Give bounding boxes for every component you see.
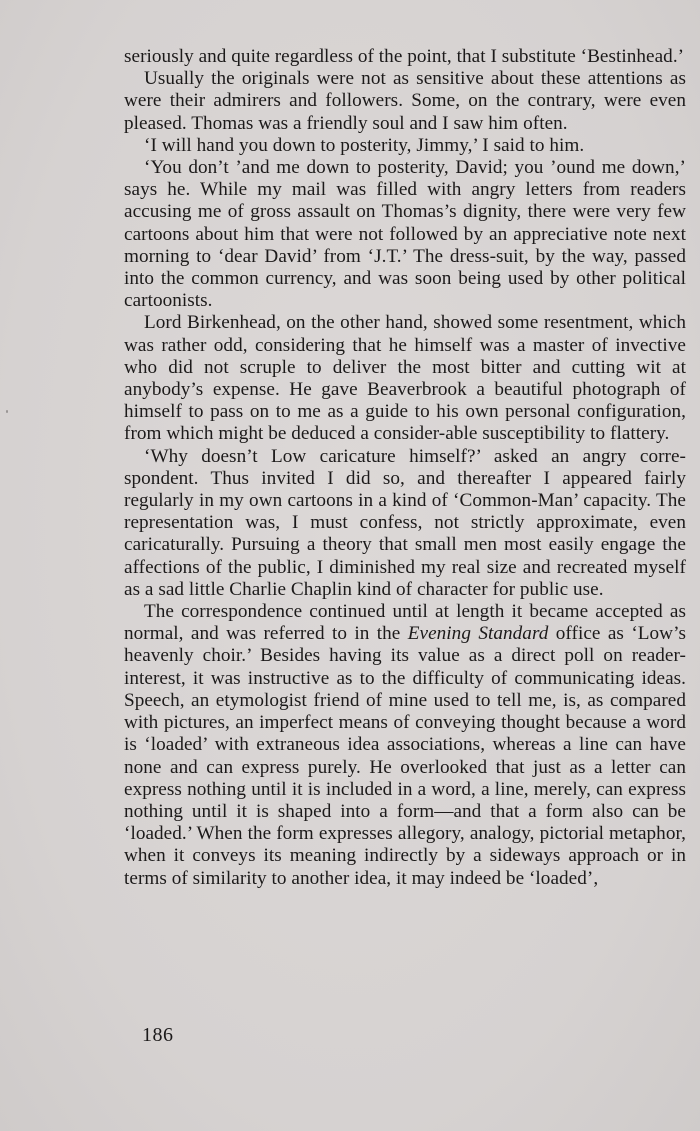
newspaper-title: Evening Standard	[407, 623, 549, 645]
body-text	[124, 46, 686, 890]
paragraph: Lord Birkenhead, on the other hand, showed some resentment, which was rather odd, considering that he himself was a master of invective who did not scruple to deliver the most bitter and cutting wit at anybody’s expense. He gave Beaverbrook a beautiful photograph of himself to pass on to me as a guide to his own personal configuration, from which might be deduced a consider-able susceptibility to flattery.	[124, 312, 686, 445]
paragraph: ‘You don’t ’and me down to posterity, David; you ’ound me down,’ says he. While my mail was filled with angry letters from readers accusing me of gross assault on Thomas’s dignity, there were very few cartoons about him that were not followed by an appreciative note next morning to ‘dear David’ from ‘J.T.’ The dress-suit, by the way, passed into the common currency, and was soon being used by other political cartoonists.	[124, 157, 686, 312]
page-number: 186	[142, 1024, 174, 1046]
paragraph-text: The correspondence continued until at length it became accepted as normal, and was referred to in the	[124, 601, 686, 645]
paper-speck	[6, 410, 8, 413]
paragraph	[124, 601, 686, 890]
paragraph: seriously and quite regardless of the point, that I substitute ‘Bestinhead.’	[124, 46, 685, 67]
paragraph: ‘I will hand you down to posterity, Jimmy,’ I said to him.	[144, 134, 585, 156]
paragraph-text: office as ‘Low’s heavenly choir.’ Besides having its value as a direct poll on reader-interest, it was instructive as to the difficulty of communicating ideas. Speech, an etymologist friend of mine used to tell me, is, as compared with pictures, an imperfect means of conveying thought because a word is ‘loaded’ with extraneous idea associations, whereas a line can have none and can express purely. He overlooked that just as a letter can express nothing until it is included in a word, a line, merely, can express nothing until it is shaped into a form—and that a form also can be ‘loaded.’ When the form expresses allegory, analogy, pictorial metaphor, when it conveys its meaning indirectly by a sideways approach or in terms of similarity to another idea, it may indeed be ‘loaded’,	[124, 623, 686, 889]
paragraph: Usually the originals were not as sensitive about these attentions as were their admirers and followers. Some, on the contrary, were even pleased. Thomas was a friendly soul and I saw him often.	[124, 68, 686, 134]
paragraph: ‘Why doesn’t Low caricature himself?’ asked an angry corre-spondent. Thus invited I did so, and thereafter I appeared fairly regularly in my own cartoons in a kind of ‘Common-Man’ capacity. The representation was, I must confess, not strictly approximate, even caricaturally. Pursuing a theory that small men most easily engage the affections of the public, I diminished my real size and recreated myself as a sad little Charlie Chaplin kind of character for public use.	[124, 445, 686, 600]
